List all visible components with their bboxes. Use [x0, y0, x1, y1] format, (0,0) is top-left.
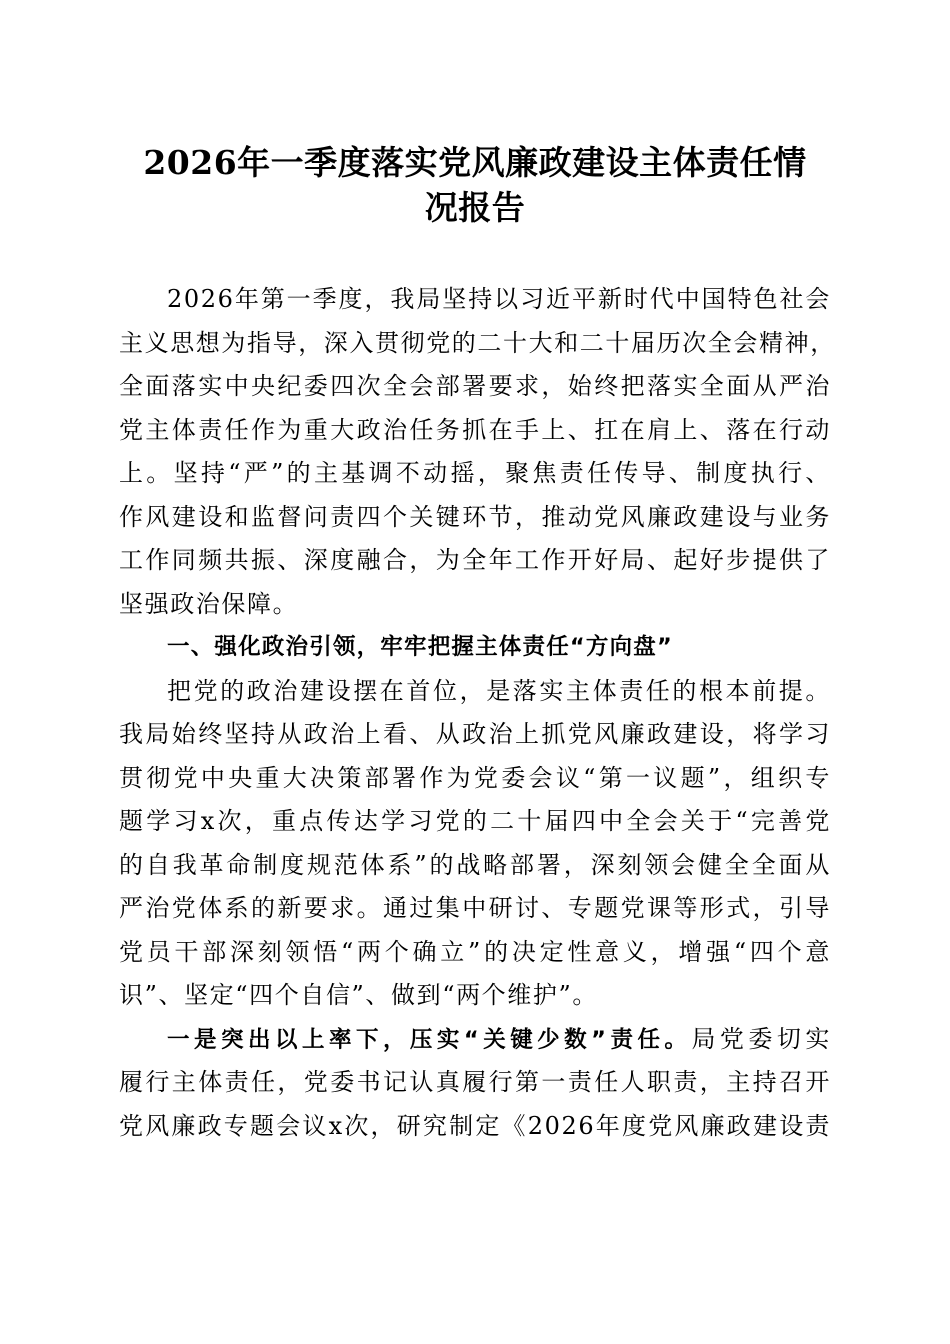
- intro-line: 党主体责任作为重大政治任务抓在手上、扛在肩上、落在行动: [119, 415, 831, 444]
- section-line: 我局始终坚持从政治上看、从政治上抓党风廉政建设，将学习: [119, 720, 831, 748]
- point-lead: 一是突出以上率下，压实“关键少数”责任。: [167, 1026, 692, 1053]
- document-title: [100, 140, 850, 230]
- section-line: 贯彻党中央重大决策部署作为党委会议“第一议题”，组织专: [119, 763, 831, 792]
- section-line: 的自我革命制度规范体系”的战略部署，深刻领会健全全面从: [119, 850, 831, 879]
- section-line: 党员干部深刻领悟“两个确立”的决定性意义，增强“四个意: [119, 937, 831, 966]
- intro-line: 主义思想为指导，深入贯彻党的二十大和二十届历次全会精神，: [119, 328, 836, 357]
- title-line-1: 2026年一季度落实党风廉政建设主体责任情: [143, 143, 807, 182]
- intro-line: 2026年第一季度，我局坚持以习近平新时代中国特色社会: [167, 285, 831, 313]
- intro-line: 作风建设和监督问责四个关键环节，推动党风廉政建设与业务: [119, 502, 831, 531]
- intro-line: 上。坚持“严”的主基调不动摇，聚焦责任传导、制度执行、: [119, 459, 831, 487]
- title-line-2: 况报告: [424, 188, 526, 227]
- point-line: 党风廉政专题会议x次，研究制定《2026年度党风廉政建设责: [119, 1111, 831, 1140]
- document-body: [119, 278, 836, 1148]
- section-line: 把党的政治建设摆在首位，是落实主体责任的根本前提。: [167, 676, 831, 705]
- point-line: 履行主体责任，党委书记认真履行第一责任人职责，主持召开: [119, 1068, 831, 1096]
- point-line-first: [119, 1018, 831, 1062]
- intro-line: 全面落实中央纪委四次全会部署要求，始终把落实全面从严治: [119, 372, 831, 400]
- section-line: 严治党体系的新要求。通过集中研讨、专题党课等形式，引导: [119, 894, 831, 922]
- intro-line: 坚强政治保障。: [119, 589, 299, 618]
- section-line: 题学习x次，重点传达学习党的二十届四中全会关于“完善党: [119, 807, 831, 835]
- intro-line: 工作同频共振、深度融合，为全年工作开好局、起好步提供了: [119, 546, 831, 574]
- point-lead-rest: 局党委切实: [691, 1024, 832, 1053]
- section-line: 识”、坚定“四个自信”、做到“两个维护”。: [119, 981, 598, 1009]
- section-heading: 一、强化政治引领，牢牢把握主体责任“方向盘”: [167, 634, 673, 660]
